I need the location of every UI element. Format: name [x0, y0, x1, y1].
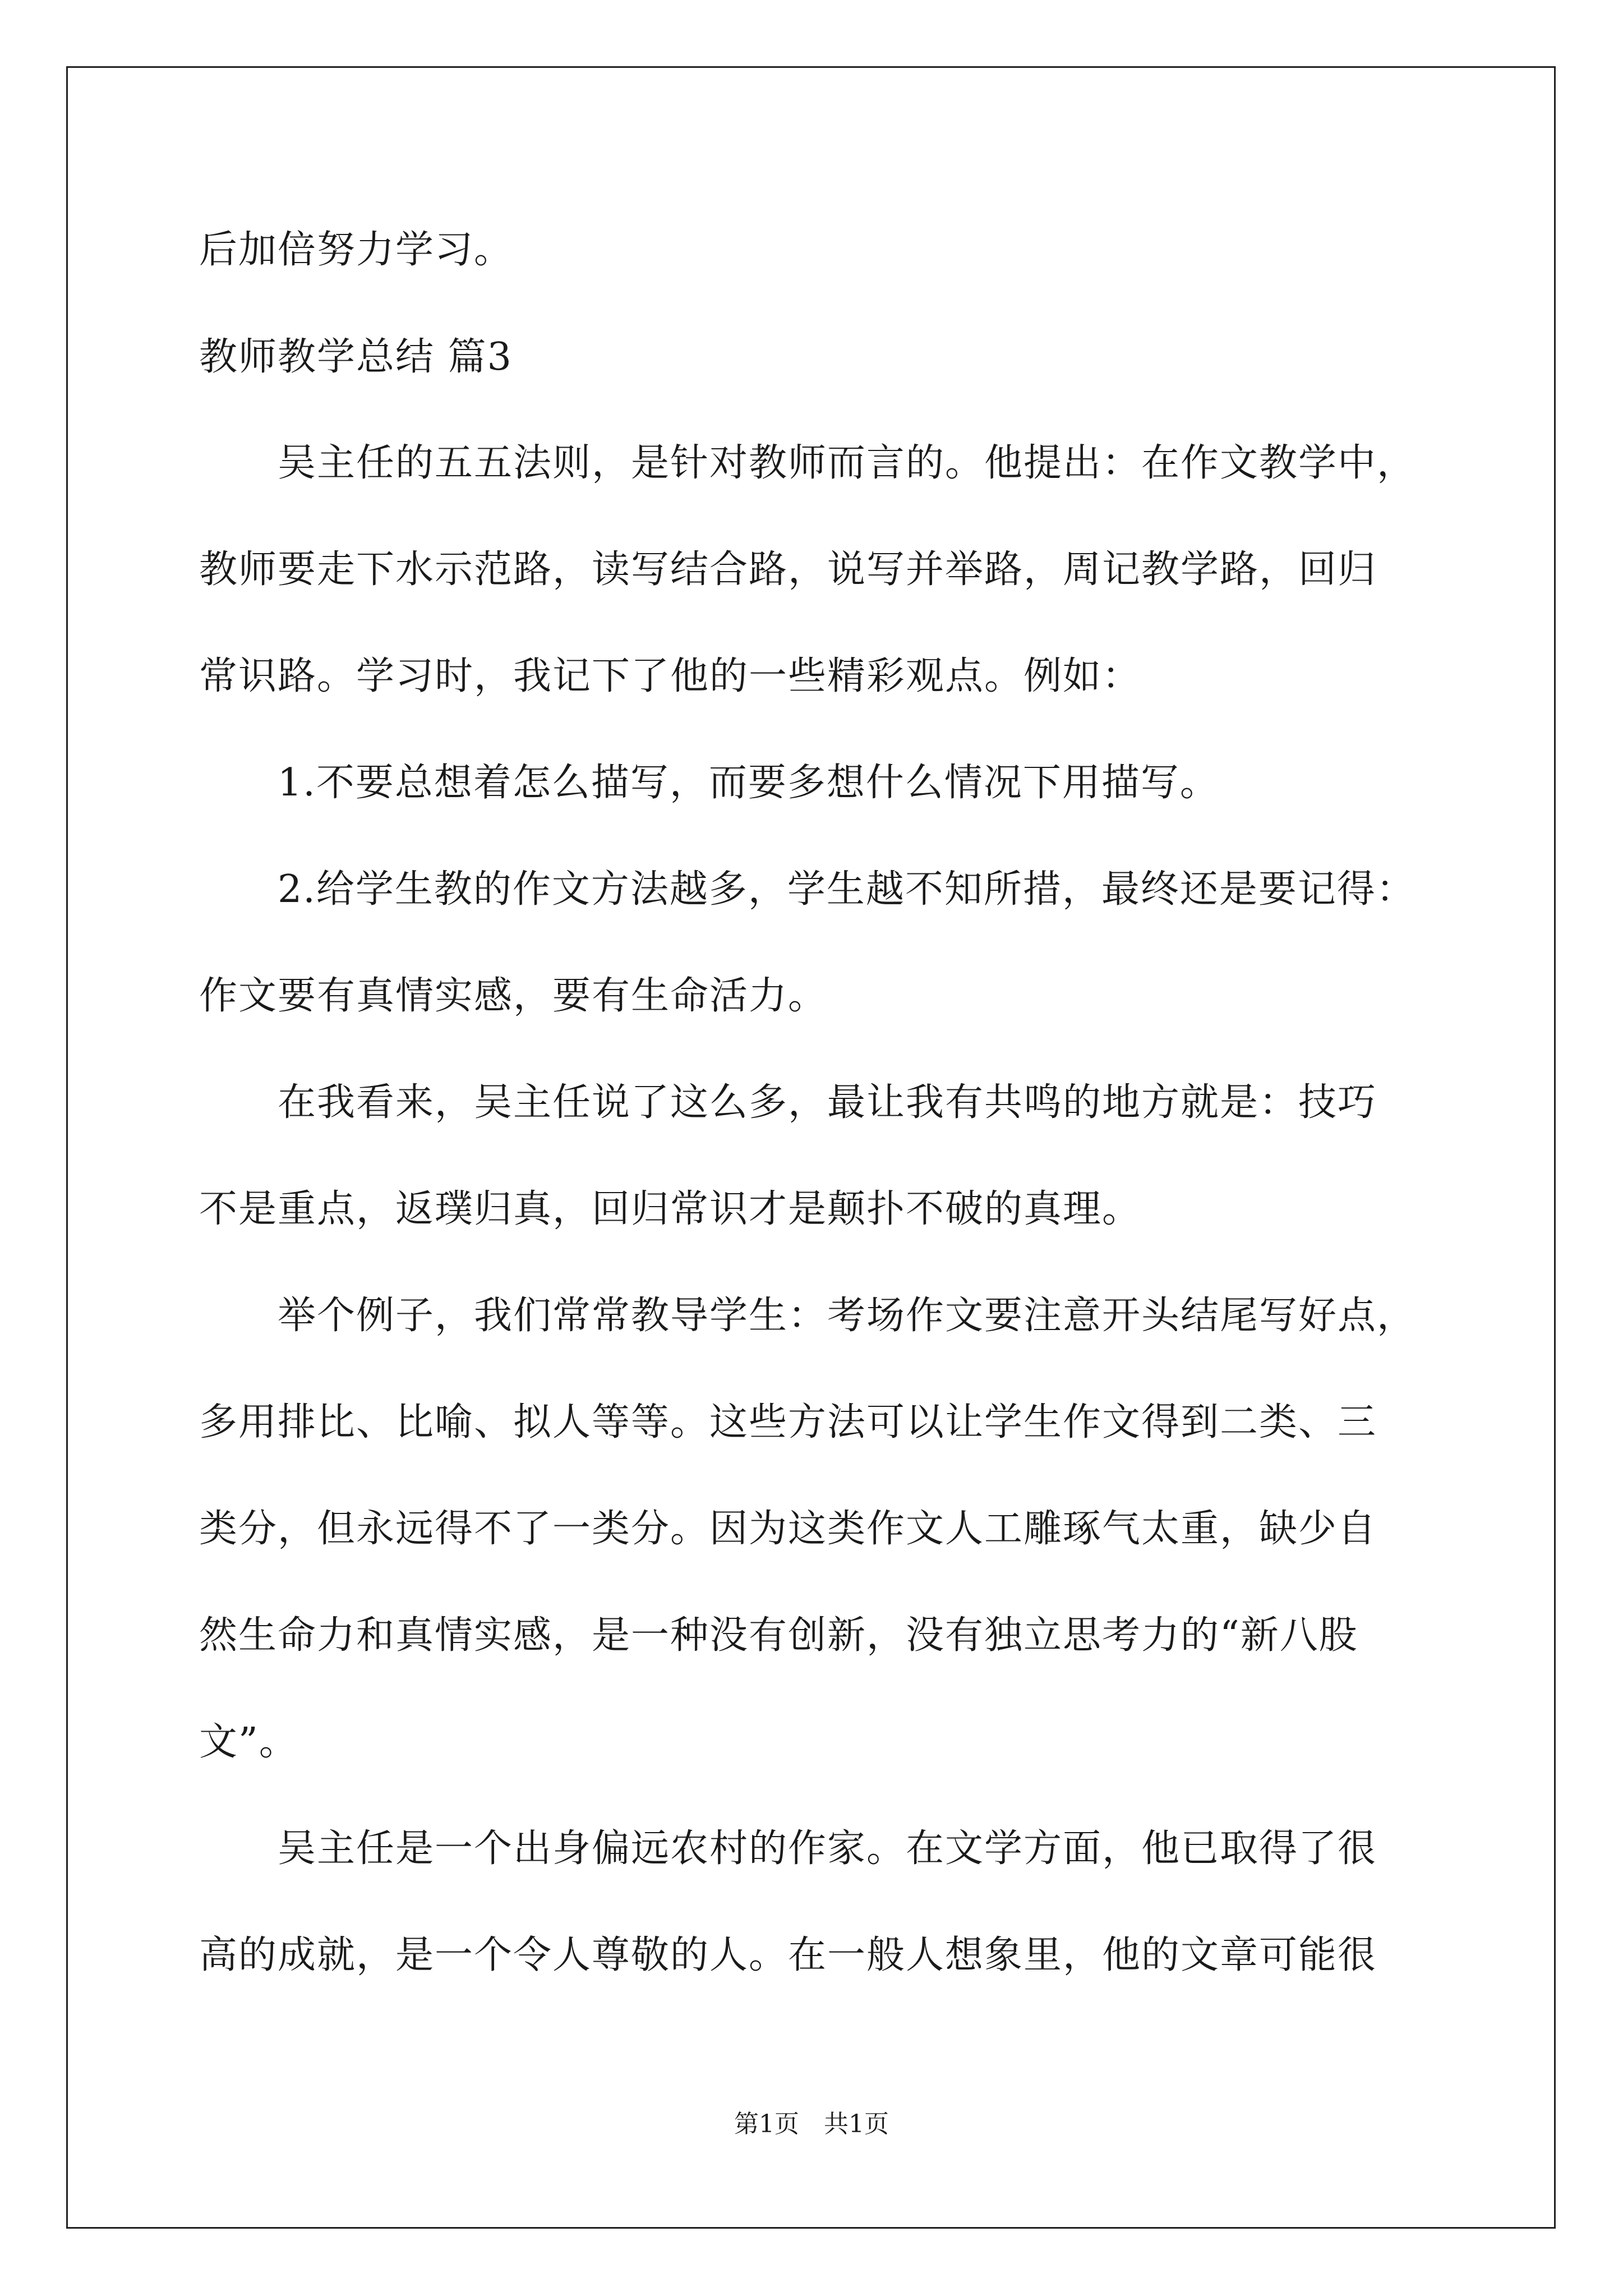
text-line: 2.给学生教的作文方法越多，学生越不知所措，最终还是要记得： — [199, 867, 1415, 912]
text-line: 常识路。学习时，我记下了他的一些精彩观点。例如： — [199, 654, 1142, 698]
text-line: 教师要走下水示范路，读写结合路，说写并举路，周记教学路，回归 — [199, 547, 1377, 592]
text-line: 然生命力和真情实感，是一种没有创新，没有独立思考力的“新八股 — [199, 1613, 1358, 1658]
text-line: 吴主任是一个出身偏远农村的作家。在文学方面，他已取得了很 — [199, 1826, 1377, 1871]
text-line: 高的成就，是一个令人尊敬的人。在一般人想象里，他的文章可能很 — [199, 1933, 1377, 1977]
text-line: 1.不要总想着怎么描写，而要多想什么情况下用描写。 — [199, 761, 1219, 805]
text-line: 在我看来，吴主任说了这么多，最让我有共鸣的地方就是：技巧 — [199, 1080, 1377, 1125]
page-footer: 第1页 共1页 — [734, 2110, 889, 2138]
text-line: 类分，但永远得不了一类分。因为这类作文人工雕琢气太重，缺少自 — [199, 1507, 1377, 1551]
text-line: 多用排比、比喻、拟人等等。这些方法可以让学生作文得到二类、三 — [199, 1400, 1377, 1444]
text-line: 吴主任的五五法则，是针对教师而言的。他提出：在作文教学中， — [199, 441, 1417, 485]
text-line: 后加倍努力学习。 — [199, 228, 514, 272]
text-line: 举个例子，我们常常教导学生：考场作文要注意开头结尾写好点， — [199, 1294, 1417, 1338]
page-border — [66, 66, 1556, 2229]
section-heading: 教师教学总结 篇3 — [199, 335, 513, 379]
text-line: 文”。 — [199, 1720, 298, 1764]
text-line: 不是重点，返璞归真，回归常识才是颠扑不破的真理。 — [199, 1187, 1142, 1231]
text-line: 作文要有真情实感，要有生命活力。 — [199, 974, 828, 1018]
